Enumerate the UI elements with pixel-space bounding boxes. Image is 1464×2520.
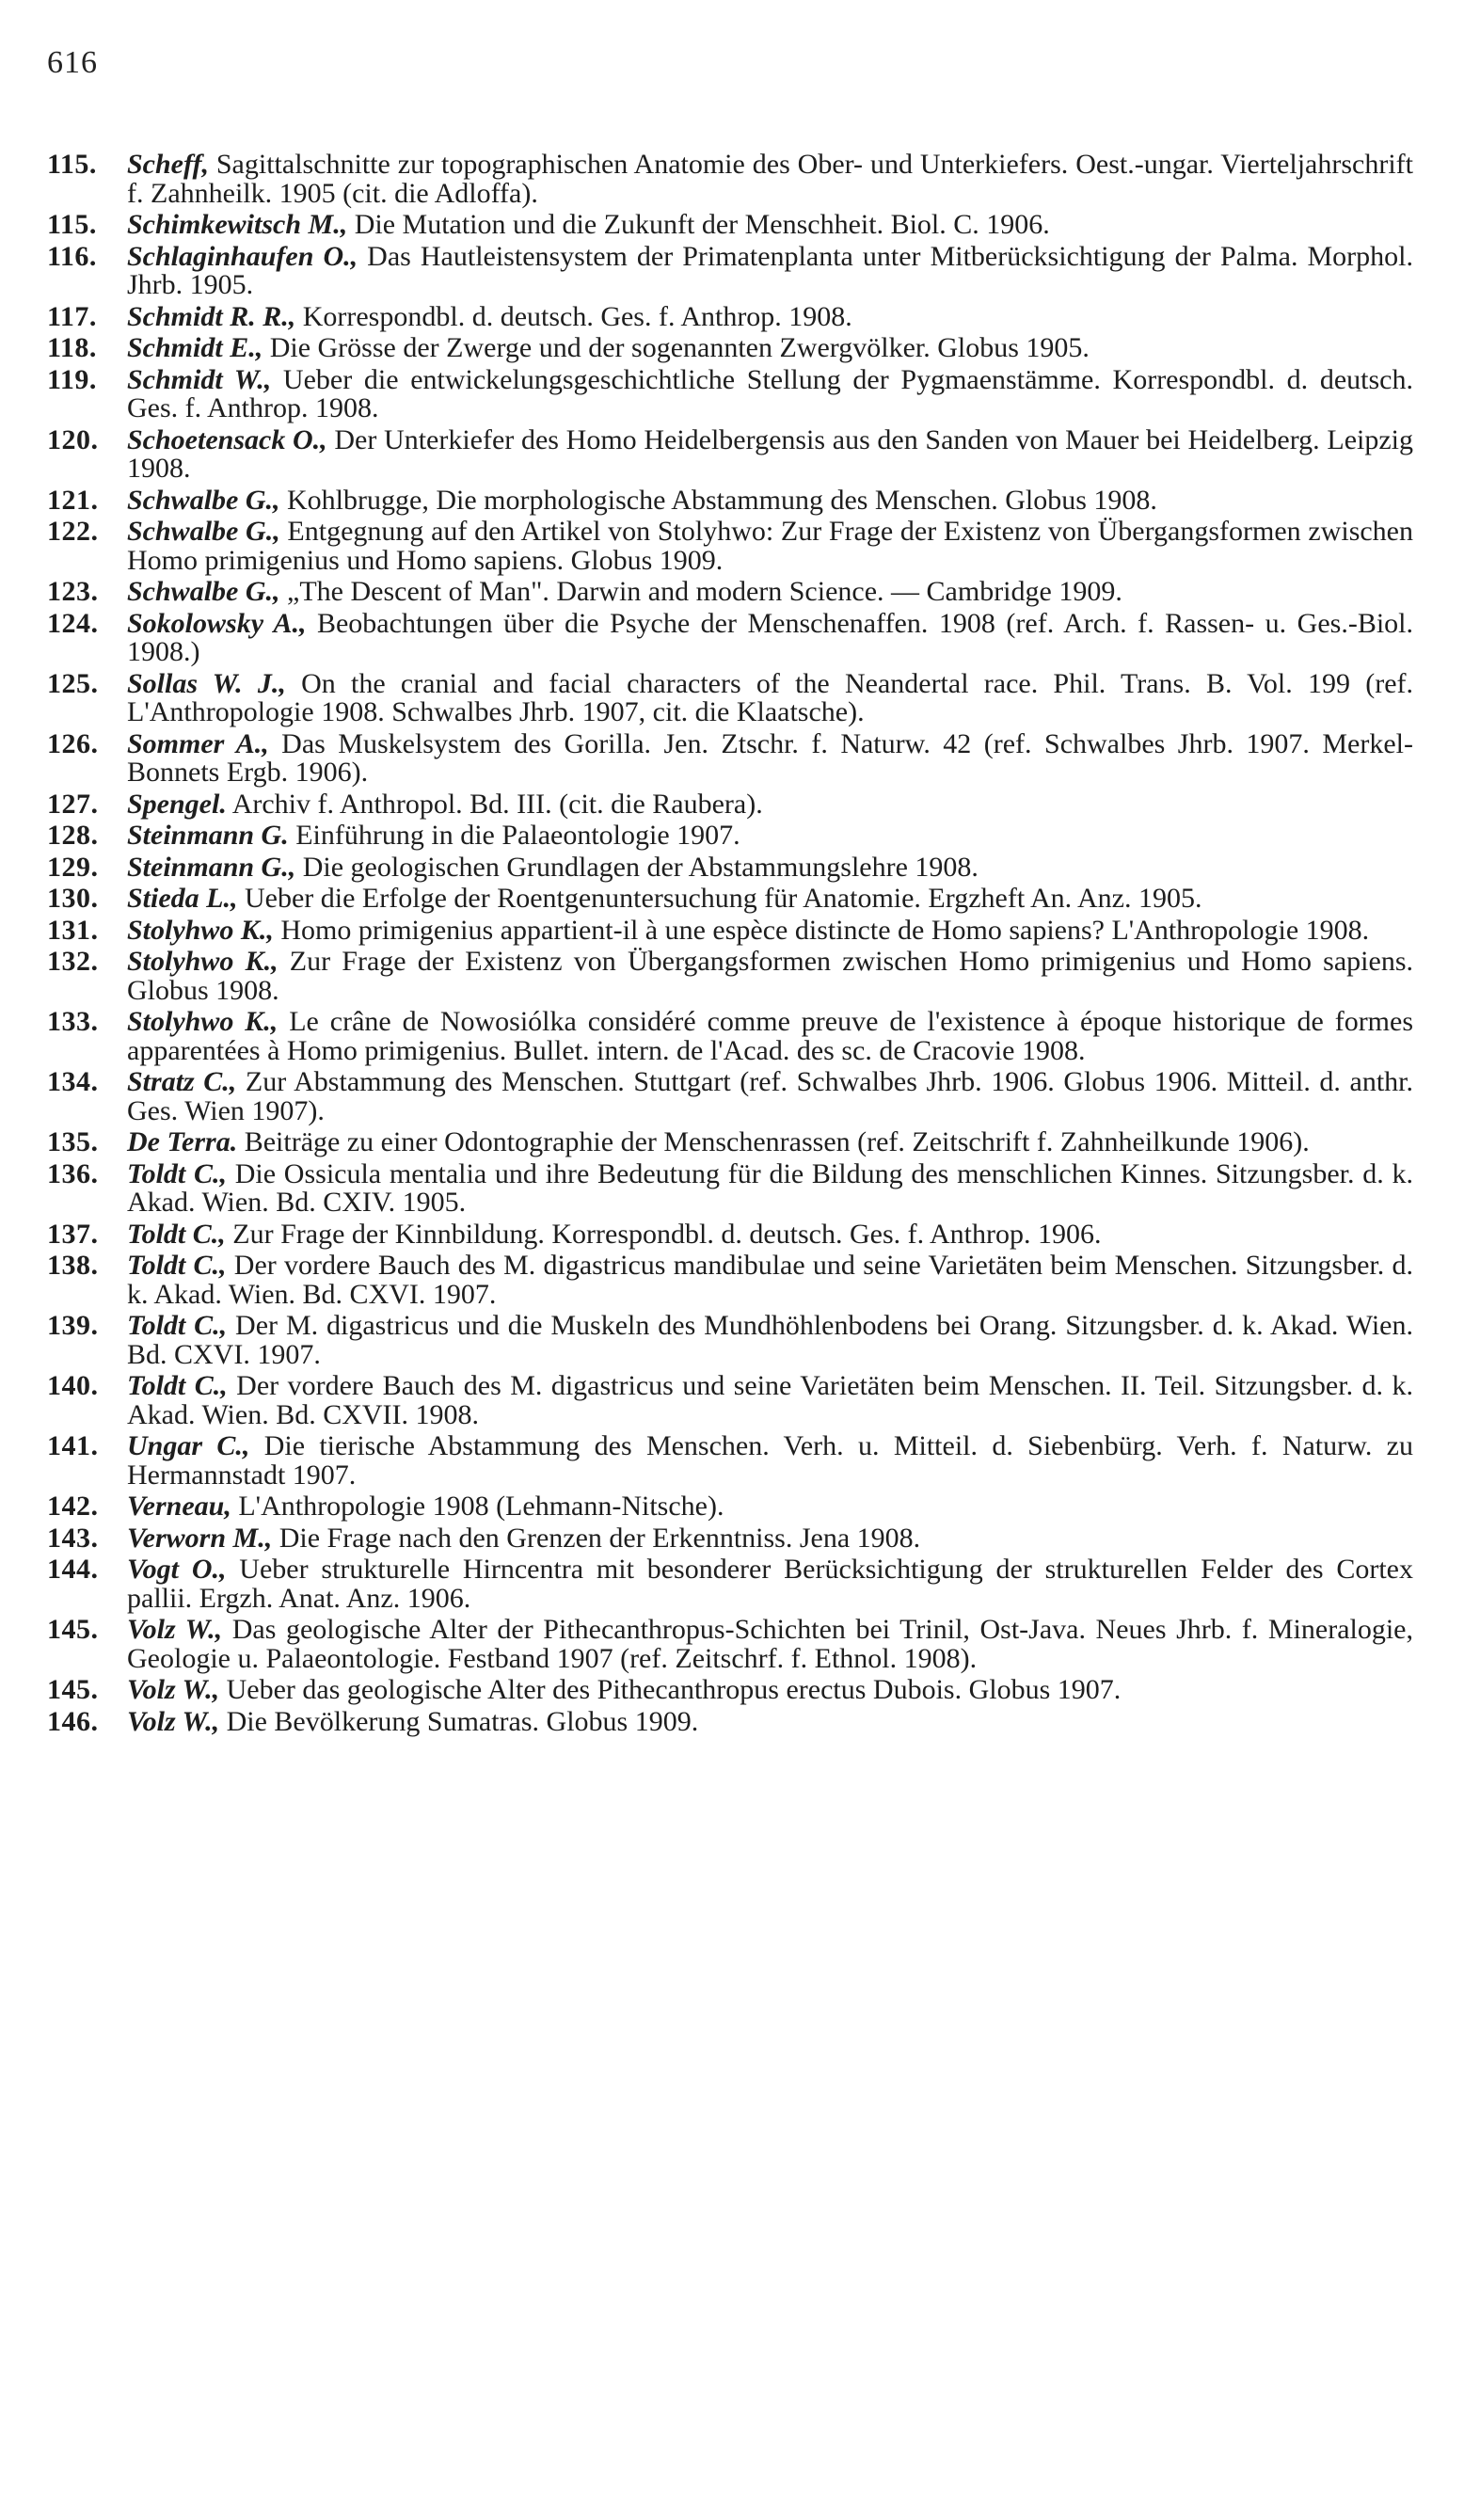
reference-number: 125. bbox=[47, 667, 99, 699]
reference-entry bbox=[47, 1128, 1413, 1157]
reference-number: 128. bbox=[47, 820, 99, 851]
reference-author: Stolyhwo K., bbox=[127, 914, 274, 946]
reference-entry bbox=[47, 300, 1413, 332]
reference-text: Beiträge zu einer Odontographie der Menschenrassen (ref. Zeitschrift f. Zahnheilkunde 1906). bbox=[237, 1126, 1310, 1157]
reference-entry bbox=[47, 914, 1413, 946]
reference-entry bbox=[47, 607, 1413, 667]
reference-entry bbox=[47, 853, 1413, 883]
reference-author: Stolyhwo K., bbox=[127, 946, 278, 977]
reference-number: 124. bbox=[47, 607, 99, 639]
reference-number: 116. bbox=[47, 240, 97, 272]
reference-text: „The Descent of Man". Darwin and modern Science. — Cambridge 1909. bbox=[279, 576, 1122, 607]
reference-number: 127. bbox=[47, 788, 99, 820]
reference-entry bbox=[47, 151, 1413, 208]
reference-author: Schwalbe G., bbox=[127, 576, 280, 607]
reference-text: Der vordere Bauch des M. digastricus mandibulae und seine Varietäten beim Menschen. Sitzungsber. d. k. Akad. Wien. Bd. CXVI. 1907. bbox=[127, 1250, 1413, 1310]
reference-author: Toldt C., bbox=[127, 1250, 227, 1281]
reference-author: Spengel. bbox=[127, 788, 227, 820]
reference-entry bbox=[47, 1252, 1413, 1309]
reference-list bbox=[47, 151, 1413, 1739]
reference-number: 138. bbox=[47, 1250, 99, 1281]
reference-text: Das geologische Alter der Pithecanthropus-Schichten bei Trinil, Ost-Java. Neues Jhrb. f. Mineralogie, Geologie u. Palaeontologie. Festband 1907 (ref. Zeitschrf. f. Ethnol. 1908). bbox=[127, 1614, 1413, 1674]
reference-entry bbox=[47, 518, 1413, 575]
reference-entry bbox=[47, 423, 1413, 484]
page-number: 616 bbox=[47, 45, 98, 80]
reference-number: 122. bbox=[47, 516, 99, 547]
reference-number: 119. bbox=[47, 363, 97, 395]
reference-entry bbox=[47, 578, 1413, 607]
reference-number: 146. bbox=[47, 1705, 99, 1737]
reference-entry bbox=[47, 948, 1413, 1005]
reference-entry bbox=[47, 1676, 1413, 1705]
reference-text: Archiv f. Anthropol. Bd. III. (cit. die Rauberа). bbox=[226, 788, 763, 820]
reference-entry bbox=[47, 1068, 1413, 1125]
reference-number: 118. bbox=[47, 332, 97, 363]
reference-author: Schmidt E., bbox=[127, 332, 263, 363]
reference-text: Die Grösse der Zwerge und der sogenannten Zwergvölker. Globus 1905. bbox=[263, 332, 1090, 363]
reference-author: Stieda L., bbox=[127, 883, 238, 914]
reference-text: Einführung in die Palaeontologie 1907. bbox=[288, 820, 740, 851]
reference-text: Ueber strukturelle Hirncentra mit besonderer Berücksichtigung der strukturellen Felder des Cortex pallii. Ergzh. Anat. Anz. 1906. bbox=[127, 1554, 1413, 1614]
reference-text: Kohlbrugge, Die morphologische Abstammung des Menschen. Globus 1908. bbox=[279, 484, 1157, 516]
reference-author: Schwalbe G., bbox=[127, 516, 280, 547]
reference-entry bbox=[47, 363, 1413, 423]
reference-number: 136. bbox=[47, 1157, 99, 1189]
reference-entry bbox=[47, 1008, 1413, 1065]
reference-author: Toldt C., bbox=[127, 1157, 227, 1189]
reference-author: Steinmann G. bbox=[127, 820, 289, 851]
reference-text: Die geologischen Grundlagen der Abstammungslehre 1908. bbox=[295, 851, 979, 883]
reference-author: Scheff, bbox=[127, 149, 209, 180]
reference-text: Die Frage nach den Grenzen der Erkenntniss. Jena 1908. bbox=[272, 1522, 921, 1554]
reference-entry bbox=[47, 1524, 1413, 1554]
reference-text: Ueber das geologische Alter des Pithecanthropus erectus Dubois. Globus 1907. bbox=[219, 1674, 1122, 1705]
reference-text: Der M. digastricus und die Muskeln des Mundhöhlenbodens bei Orang. Sitzungsber. d. k. Akad. Wien. Bd. CXVI. 1907. bbox=[127, 1310, 1413, 1370]
reference-author: Sollas W. J., bbox=[127, 667, 286, 699]
reference-entry bbox=[47, 1157, 1413, 1218]
reference-number: 137. bbox=[47, 1218, 99, 1250]
reference-entry bbox=[47, 821, 1413, 851]
reference-number: 133. bbox=[47, 1006, 99, 1037]
reference-number: 134. bbox=[47, 1066, 99, 1097]
reference-number: 141. bbox=[47, 1430, 99, 1461]
reference-entry bbox=[47, 1616, 1413, 1673]
reference-entry bbox=[47, 240, 1413, 300]
reference-entry bbox=[47, 1220, 1413, 1250]
reference-number: 123. bbox=[47, 576, 99, 607]
reference-entry bbox=[47, 790, 1413, 820]
reference-number: 115. bbox=[47, 209, 97, 240]
reference-author: Ungar C., bbox=[127, 1430, 250, 1461]
reference-author: Toldt C., bbox=[127, 1310, 228, 1341]
reference-text: L'Anthropologie 1908 (Lehmann-Nitsche). bbox=[231, 1491, 724, 1522]
reference-text: Le crâne de Nowosiólka considéré comme preuve de l'existence à époque historique de formes apparentées à Homo primigenius. Bullet. intern. de l'Acad. des sc. de Cracovie 1908. bbox=[127, 1006, 1414, 1066]
reference-author: Schoetensack O., bbox=[127, 423, 327, 455]
reference-entry bbox=[47, 486, 1413, 516]
reference-author: Schimkewitsch M., bbox=[127, 209, 348, 240]
reference-text: Das Hautleistensystem der Primatenplanta unter Mitberücksichtigung der Palma. Morphol. Jhrb. 1905. bbox=[127, 240, 1413, 300]
reference-author: Stolyhwo K., bbox=[127, 1006, 278, 1037]
reference-author: Toldt C., bbox=[127, 1370, 228, 1401]
reference-author: Verneau, bbox=[127, 1491, 231, 1522]
reference-text: Ueber die entwickelungsgeschichtliche Stellung der Pygmaenstämme. Korrespondbl. d. deutsch. Ges. f. Anthrop. 1908. bbox=[127, 363, 1413, 423]
reference-text: Die Mutation und die Zukunft der Menschheit. Biol. C. 1906. bbox=[347, 209, 1050, 240]
reference-text: On the cranial and facial characters of the Neandertal race. Phil. Trans. B. Vol. 199 (ref. L'Anthropologie 1908. Schwalbes Jhrb. 1907, cit. die Klaatsche). bbox=[127, 667, 1413, 727]
reference-text: Zur Frage der Kinnbildung. Korrespondbl. d. deutsch. Ges. f. Anthrop. 1906. bbox=[225, 1218, 1102, 1250]
reference-entry bbox=[47, 667, 1413, 727]
reference-text: Das Muskelsystem des Gorilla. Jen. Ztschr. f. Naturw. 42 (ref. Schwalbes Jhrb. 1907. Merkel-Bonnets Ergb. 1906). bbox=[127, 727, 1413, 788]
reference-number: 144. bbox=[47, 1554, 99, 1585]
reference-text: Die tierische Abstammung des Menschen. Verh. u. Mitteil. d. Siebenbürg. Verh. f. Naturw. zu Hermannstadt 1907. bbox=[127, 1430, 1413, 1491]
reference-number: 132. bbox=[47, 946, 99, 977]
reference-author: Sommer A., bbox=[127, 727, 269, 759]
reference-text: Entgegnung auf den Artikel von Stolyhwo: Zur Frage der Existenz von Übergangsformen zwischen Homo primigenius und Homo sapiens. Globus 1909. bbox=[127, 516, 1414, 576]
reference-author: Verworn M., bbox=[127, 1522, 273, 1554]
reference-number: 145. bbox=[47, 1674, 99, 1705]
reference-author: Vogt O., bbox=[127, 1554, 227, 1585]
reference-number: 145. bbox=[47, 1614, 99, 1645]
reference-entry bbox=[47, 1492, 1413, 1522]
reference-entry bbox=[47, 1705, 1413, 1737]
reference-text: Korrespondbl. d. deutsch. Ges. f. Anthrop. 1908. bbox=[295, 300, 852, 332]
reference-number: 129. bbox=[47, 851, 99, 883]
reference-author: Volz W., bbox=[127, 1674, 220, 1705]
reference-text: Zur Frage der Existenz von Übergangsformen zwischen Homo primigenius und Homo sapiens. Globus 1908. bbox=[127, 946, 1413, 1006]
reference-author: Volz W., bbox=[127, 1705, 220, 1737]
reference-text: Ueber die Erfolge der Roentgenuntersuchung für Anatomie. Ergzheft An. Anz. 1905. bbox=[237, 883, 1202, 914]
reference-entry bbox=[47, 1432, 1413, 1490]
reference-text: Die Bevölkerung Sumatras. Globus 1909. bbox=[219, 1705, 699, 1737]
reference-author: Schlaginhaufen O., bbox=[127, 240, 358, 272]
reference-author: Schwalbe G., bbox=[127, 484, 280, 516]
reference-number: 115. bbox=[47, 149, 97, 180]
reference-text: Sagittalschnitte zur topographischen Anatomie des Ober- und Unterkiefers. Oest.-ungar. Vierteljahrschrift f. Zahnheilk. 1905 (cit. die Adloffa). bbox=[127, 149, 1413, 209]
reference-entry bbox=[47, 1555, 1413, 1613]
reference-number: 131. bbox=[47, 914, 99, 946]
reference-author: Steinmann G., bbox=[127, 851, 296, 883]
reference-number: 135. bbox=[47, 1126, 99, 1157]
reference-text: Zur Abstammung des Menschen. Stuttgart (ref. Schwalbes Jhrb. 1906. Globus 1906. Mitteil. d. anthr. Ges. Wien 1907). bbox=[127, 1066, 1413, 1126]
reference-entry bbox=[47, 1372, 1413, 1429]
reference-entry bbox=[47, 211, 1413, 240]
reference-entry bbox=[47, 1312, 1413, 1369]
reference-author: De Terra. bbox=[127, 1126, 238, 1157]
reference-number: 139. bbox=[47, 1310, 99, 1341]
reference-number: 130. bbox=[47, 883, 99, 914]
reference-author: Schmidt R. R., bbox=[127, 300, 296, 332]
reference-entry bbox=[47, 727, 1413, 788]
reference-author: Schmidt W., bbox=[127, 363, 272, 395]
reference-author: Toldt C., bbox=[127, 1218, 226, 1250]
reference-number: 117. bbox=[47, 300, 97, 332]
reference-number: 140. bbox=[47, 1370, 99, 1401]
reference-entry bbox=[47, 885, 1413, 914]
reference-author: Sokolowsky A., bbox=[127, 607, 307, 639]
reference-text: Die Ossicula mentalia und ihre Bedeutung für die Bildung des menschlichen Kinnes. Sitzungsber. d. k. Akad. Wien. Bd. CXIV. 1905. bbox=[127, 1157, 1413, 1218]
reference-text: Beobachtungen über die Psyche der Menschenaffen. 1908 (ref. Arch. f. Rassen- u. Ges.-Biol. 1908.) bbox=[127, 607, 1413, 667]
reference-number: 143. bbox=[47, 1522, 99, 1554]
reference-number: 121. bbox=[47, 484, 99, 516]
reference-number: 126. bbox=[47, 727, 99, 759]
reference-entry bbox=[47, 334, 1413, 363]
reference-text: Homo primigenius appartient-il à une espèce distincte de Homo sapiens? L'Anthropologie 1908. bbox=[273, 914, 1370, 946]
reference-text: Der Unterkiefer des Homo Heidelbergensis aus den Sanden von Mauer bei Heidelberg. Leipzig 1908. bbox=[127, 423, 1413, 484]
reference-number: 120. bbox=[47, 423, 99, 455]
reference-number: 142. bbox=[47, 1491, 99, 1522]
reference-text: Der vordere Bauch des M. digastricus und seine Varietäten beim Menschen. II. Teil. Sitzungsber. d. k. Akad. Wien. Bd. CXVII. 1908. bbox=[127, 1370, 1413, 1430]
reference-author: Volz W., bbox=[127, 1614, 223, 1645]
reference-author: Stratz C., bbox=[127, 1066, 237, 1097]
